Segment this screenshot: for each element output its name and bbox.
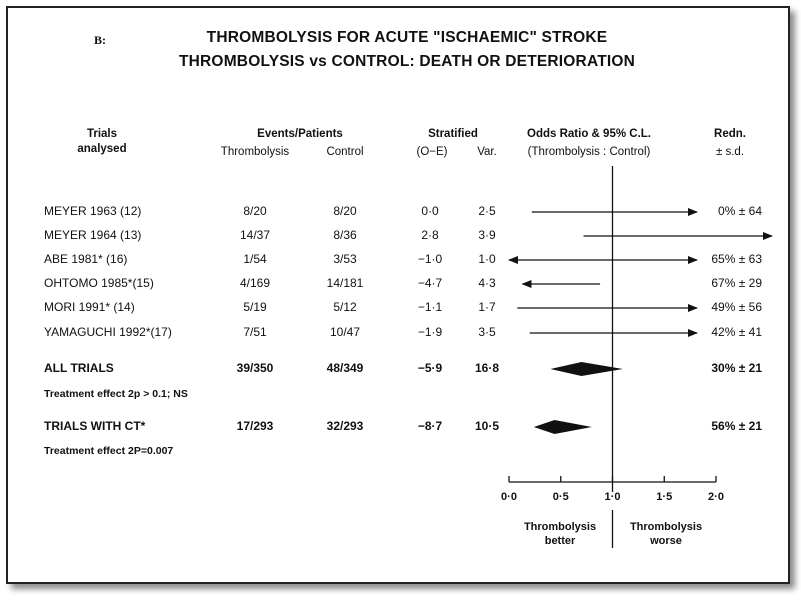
trial-reduction: 49% ± 56: [711, 300, 762, 314]
chart-title-line-1: THROMBOLYSIS FOR ACUTE "ISCHAEMIC" STROKE: [206, 29, 608, 46]
trial-variance: 2·5: [478, 204, 496, 218]
summary-o-minus-e: −5·9: [417, 361, 443, 375]
trial-name: ABE 1981* (16): [44, 252, 128, 266]
trial-o-minus-e: −1·1: [417, 300, 443, 314]
summary-control-events: 32/293: [326, 419, 364, 433]
trial-thrombolysis-events: 5/19: [243, 300, 267, 314]
summary-diamond: [534, 420, 592, 434]
trial-reduction: 67% ± 29: [711, 276, 762, 290]
trial-control-events: 10/47: [329, 325, 361, 339]
header-analysed: analysed: [77, 143, 127, 155]
x-tick-label: 1·5: [656, 491, 673, 503]
trial-control-events: 14/181: [326, 276, 364, 290]
header-trials: Trials: [86, 128, 118, 140]
trial-variance: 1·0: [478, 252, 496, 266]
header-control: Control: [326, 146, 364, 158]
summary-thrombolysis-events: 39/350: [236, 361, 274, 375]
trial-control-events: 8/20: [333, 204, 357, 218]
trial-variance: 3·5: [478, 325, 496, 339]
note-all-trials-effect: Treatment effect 2p > 0.1; NS: [44, 388, 188, 400]
trial-name: MORI 1991* (14): [44, 300, 135, 314]
header-odds-ratio-sub: (Thrombolysis : Control): [527, 146, 651, 158]
x-tick-label: 0·0: [501, 491, 517, 503]
chart-title-line-2: THROMBOLYSIS vs CONTROL: DEATH OR DETERIORATION: [178, 53, 636, 70]
summary-name: TRIALS WITH CT*: [44, 419, 146, 433]
header-thrombolysis: Thrombolysis: [220, 146, 290, 158]
header-var: Var.: [477, 146, 497, 158]
trial-thrombolysis-events: 4/169: [239, 276, 271, 290]
header-sd: ± s.d.: [715, 146, 745, 158]
trial-thrombolysis-events: 14/37: [239, 228, 271, 242]
summary-thrombolysis-events: 17/293: [236, 419, 274, 433]
trial-name: MEYER 1964 (13): [44, 228, 142, 242]
trial-variance: 4·3: [478, 276, 496, 290]
trial-reduction: 0% ± 64: [718, 204, 762, 218]
trial-reduction: 65% ± 63: [711, 252, 762, 266]
header-o-minus-e: (O−E): [416, 146, 448, 158]
summary-o-minus-e: −8·7: [417, 419, 443, 433]
trial-reduction: 42% ± 41: [711, 325, 762, 339]
trial-variance: 1·7: [478, 300, 496, 314]
header-events-patients: Events/Patients: [257, 128, 343, 140]
x-tick-label: 1·0: [604, 491, 621, 503]
trial-name: OHTOMO 1985*(15): [44, 276, 154, 290]
summary-reduction: 56% ± 21: [711, 419, 762, 433]
x-tick-label: 2·0: [708, 491, 724, 503]
trial-control-events: 5/12: [333, 300, 357, 314]
header-stratified: Stratified: [428, 128, 478, 140]
summary-variance: 16·8: [474, 361, 500, 375]
header-redn: Redn.: [714, 128, 746, 140]
trial-thrombolysis-events: 7/51: [243, 325, 267, 339]
summary-reduction: 30% ± 21: [711, 361, 762, 375]
summary-control-events: 48/349: [326, 361, 364, 375]
trial-o-minus-e: −1·9: [417, 325, 443, 339]
x-tick-label: 0·5: [552, 491, 569, 503]
note-ct-trials-effect: Treatment effect 2P=0.007: [44, 445, 174, 457]
trial-control-events: 3/53: [333, 252, 357, 266]
axis-label-better: Thrombolysis better: [523, 521, 597, 547]
trial-o-minus-e: 0·0: [421, 204, 439, 218]
trial-variance: 3·9: [478, 228, 496, 242]
trial-o-minus-e: −4·7: [417, 276, 443, 290]
summary-variance: 10·5: [474, 419, 500, 433]
axis-label-worse: Thrombolysis worse: [629, 521, 703, 547]
trial-o-minus-e: 2·8: [421, 228, 439, 242]
summary-name: ALL TRIALS: [44, 361, 114, 375]
trial-thrombolysis-events: 1/54: [243, 252, 267, 266]
header-odds-ratio: Odds Ratio & 95% C.L.: [527, 128, 651, 140]
panel-label: B:: [94, 33, 106, 47]
trial-name: YAMAGUCHI 1992*(17): [44, 325, 172, 339]
trial-thrombolysis-events: 8/20: [243, 204, 267, 218]
trial-name: MEYER 1963 (12): [44, 204, 142, 218]
trial-control-events: 8/36: [333, 228, 357, 242]
trial-o-minus-e: −1·0: [417, 252, 443, 266]
